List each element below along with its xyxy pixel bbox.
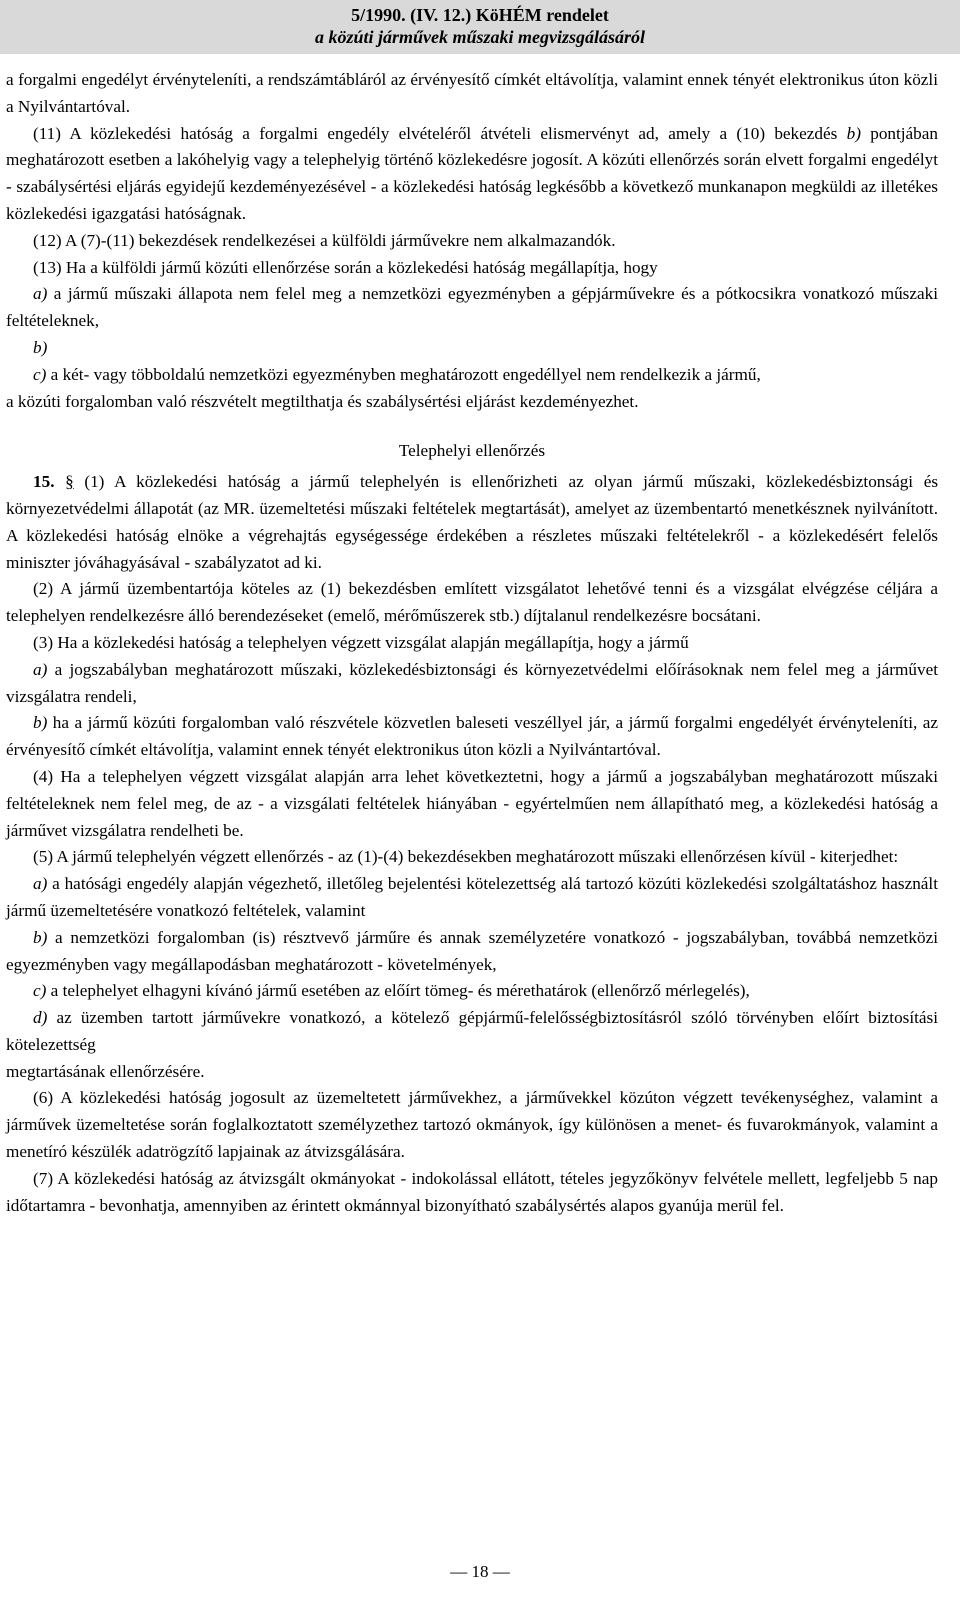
point-5-d: d) az üzemben tartott járművekre vonatkozó, a kötelező gépjármű-felelősségbiztosításról szóló törvényben előírt biztosítási kötelezettség (6, 1008, 938, 1054)
point-13-b: b) (33, 337, 48, 357)
section-15-3: (3) Ha a közlekedési hatóság a telephelyen végzett vizsgálat alapján megállapítja, hogy a jármű (33, 632, 689, 652)
page-header (0, 0, 960, 54)
point-13-a: a) a jármű műszaki állapota nem felel meg a nemzetközi egyezményben a gépjárművekre és a pótkocsikra vonatkozó műszaki feltételeknek, (6, 284, 938, 331)
page-number: — 18 — (450, 1562, 510, 1581)
paragraph-continuation: a forgalmi engedélyt érvényteleníti, a rendszámtábláról az érvényesítő címkét eltávolítja, valamint ennek tényét elektronikus úton közli a Nyilvántartóval. (6, 70, 938, 116)
paragraph-12: (12) A (7)-(11) bekezdések rendelkezései a külföldi járművekre nem alkalmazandók. (33, 230, 616, 250)
paragraph-13: (13) Ha a külföldi jármű közúti ellenőrzése során a közlekedési hatóság megállapítja, hogy (33, 257, 658, 277)
section-link[interactable]: § (65, 472, 74, 492)
document-body (6, 67, 938, 1219)
paragraph-13-closing: a közúti forgalomban való részvételt megtilthatja és szabálysértési eljárást kezdeményezhet. (6, 391, 639, 411)
point-13-c: c) a két- vagy többoldalú nemzetközi egyezményben meghatározott engedéllyel nem rendelkezik a jármű, (33, 364, 761, 384)
point-5-closing: megtartásának ellenőrzésére. (6, 1061, 205, 1081)
point-5-b: b) a nemzetközi forgalomban (is) résztvevő járműre és annak személyzetére vonatkozó - jogszabályban, továbbá nemzetközi egyezményben vagy megállapodásban meghatározott - követelmények, (6, 927, 938, 974)
header-subtitle: a közúti járművek műszaki megvizsgálásáról (314, 27, 646, 47)
section-15-5: (5) A jármű telephelyén végzett ellenőrzés - az (1)-(4) bekezdésekben meghatározott műszaki ellenőrzésen kívül - kiterjedhet: (33, 847, 899, 867)
point-5-a: a) a hatósági engedély alapján végezhető, illetőleg bejelentési kötelezettség alá tartozó közúti közlekedési szolgáltatáshoz használt jármű üzemeltetésére vonatkozó feltételek, valamint (6, 874, 938, 920)
section-title: Telephelyi ellenőrzés (398, 441, 546, 461)
header-title: 5/1990. (IV. 12.) KöHÉM rendelet (351, 5, 609, 25)
paragraph-11: (11) A közlekedési hatóság a forgalmi engedély elvételéről átvételi elismervényt ad, amely a (10) bekezdés b) pontjában meghatározott esetben a lakóhelyig vagy a telephelyig történő közlekedésre jogosít. A közúti ellenőrzés során elvett forgalmi engedélyt - szabálysértési eljárás egyidejű kezdeményezésével - a közlekedési hatóság legkésőbb a következő munkanapon megküldi az illetékes közlekedési igazgatási hatóságnak. (6, 123, 938, 223)
point-3-a: a) a jogszabályban meghatározott műszaki, közlekedésbiztonsági és környezetvédelmi előírásoknak nem felel meg a járművet vizsgálatra rendeli, (6, 659, 938, 706)
point-3-b: b) ha a jármű közúti forgalomban való részvétele közvetlen baleseti veszéllyel jár, a jármű forgalmi engedélyét érvényteleníti, az érvényesítő címkét eltávolítja, valamint ennek tényét elektronikus úton közli a Nyilvántartóval. (6, 713, 938, 760)
section-15-7: (7) A közlekedési hatóság az átvizsgált okmányokat - indokolással ellátott, tételes jegyzőkönyv felvétele mellett, legfeljebb 5 nap időtartamra - bevonhatja, amennyiben az érintett okmánnyal bizonyítható szabálysértés alapos gyanúja merül fel. (6, 1168, 938, 1215)
point-5-c: c) a telephelyet elhagyni kívánó jármű esetében az előírt tömeg- és mérethatárok (ellenőrző mérlegelés), (33, 981, 750, 1001)
section-15-4: (4) Ha a telephelyen végzett vizsgálat alapján arra lehet következtetni, hogy a jármű a jogszabályban meghatározott műszaki feltételeknek nem felel meg, de az - a vizsgálati feltételek hiányában - egyértelműen nem állapítható meg, a közlekedési hatóság a járművet vizsgálatra rendelheti be. (6, 766, 938, 840)
section-15-1: 15. § (1) A közlekedési hatóság a jármű telephelyén is ellenőrizheti az olyan jármű műszaki, közlekedésbiztonsági és környezetvédelmi állapotát (az MR. üzemeltetési műszaki feltételek megtartását), amelyet az üzembentartó menetkésznek nyilvánított. A közlekedési hatóság elnöke a végrehajtás egységessége érdekében a részletes műszaki feltételekről - a közlekedésért felelős miniszter jóváhagyásával - szabályzatot ad ki. (6, 472, 939, 572)
section-15-2: (2) A jármű üzembentartója köteles az (1) bekezdésben említett vizsgálatot lehetővé tenni és a vizsgálat elvégzése céljára a telephelyen rendelkezésre álló berendezéseket (emelő, mérőműszerek stb.) díjtalanul rendelkezésre bocsátani. (6, 579, 938, 626)
section-15-6: (6) A közlekedési hatóság jogosult az üzemeltetett járművekhez, a járművekkel közúton végzett tevékenységhez, valamint a járművek üzemeltetése során foglalkoztatott személyzethez tartozó okmányok, így különösen a menet- és fuvarokmányok, valamint a menetíró készülék adatrögzítő lapjainak az átvizsgálására. (6, 1088, 938, 1162)
